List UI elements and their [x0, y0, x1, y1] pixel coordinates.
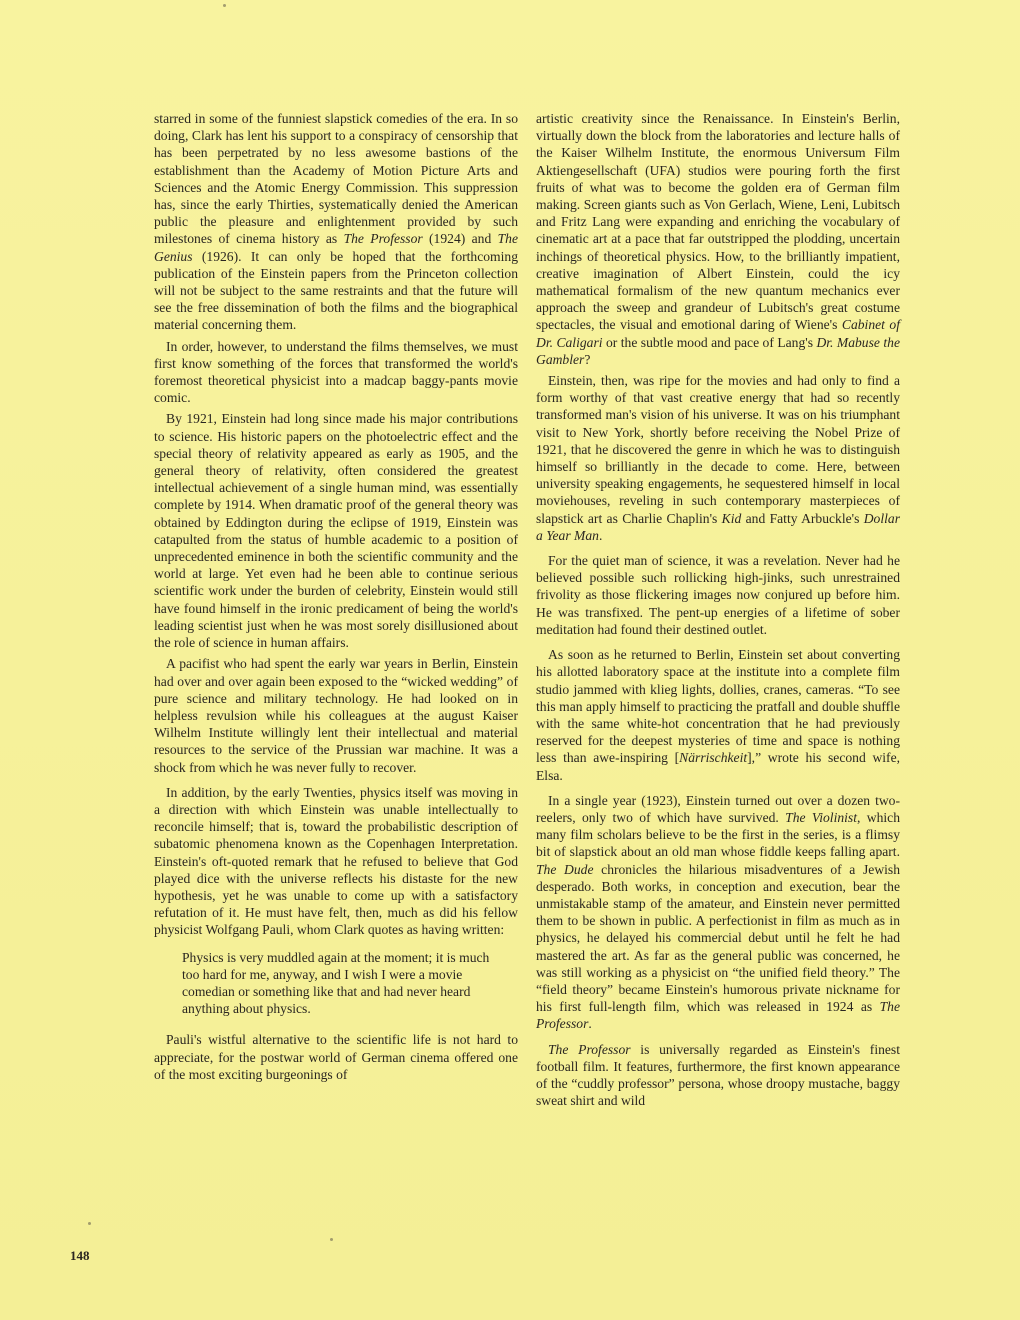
left-column	[154, 110, 518, 1087]
film-title: Dollar a Year Man	[536, 510, 900, 543]
film-title: The Genius	[154, 231, 518, 264]
film-title: Kid	[721, 510, 742, 526]
paragraph: In addition, by the early Twenties, physics itself was moving in a direction with which Einstein was unable intellectually to reconcile himself; that is, toward the probabilistic description of subatomic phenomena known as the Copenhagen Interpretation. Einstein's oft-quoted remark that he refused to believe that God played dice with the universe reflects his distaste for the new hypothesis, yet he was unable to come up with a satisfactory refutation of it. He must have felt, then, much as did his fellow physicist Wolfgang Pauli, whom Clark quotes as having written:	[154, 784, 518, 938]
film-title: Dr. Mabuse the Gambler	[536, 334, 900, 367]
film-title: Cabinet of Dr. Caligari	[536, 317, 900, 350]
film-title: The Professor	[548, 1041, 631, 1057]
film-title: The Professor	[536, 999, 900, 1032]
paragraph: As soon as he returned to Berlin, Einstein set about converting his allotted laboratory space at the institute into a complete film studio jammed with klieg lights, dollies, cranes, cameras. “To see this man apply himself to practicing the pratfall and double shuffle with the same white-hot concentration that he had previously reserved for the deepest mysteries of time and space is nothing less than awe-inspiring [Närrischkeit],” wrote his second wife, Elsa.	[536, 647, 901, 783]
block-quote	[182, 949, 502, 1018]
film-title: The Violinist	[785, 809, 857, 825]
paragraph: The Professor is universally regarded as Einstein's finest football film. It features, furthermore, the first known appearance of the “cuddly professor” persona, whose droopy mustache, baggy sweat shirt and wild	[536, 1041, 900, 1109]
film-title: The Professor	[343, 231, 423, 247]
paragraph: For the quiet man of science, it was a revelation. Never had he believed possible such rollicking high-jinks, such unrestrained frivolity as those flickering images now conjured up before him. He was transfixed. The pent-up energies of a lifetime of sober meditation had found their destined outlet.	[536, 553, 900, 637]
german-word: Närrischkeit	[679, 750, 748, 766]
paragraph: Pauli's wistful alternative to the scientific life is not hard to appreciate, for the postwar world of German cinema offered one of the most exciting burgeonings of	[154, 1032, 518, 1082]
paragraph: Einstein, then, was ripe for the movies and had only to find a form worthy of that vast creative energy that had so recently transformed man's vision of his universe. It was on his triumphant visit to New York, shortly before receiving the Nobel Prize of 1921, that he discovered the genre in which he was to distinguish himself so brilliantly in the decade to come. Here, between university speaking engagements, he sequestered himself in local moviehouses, reveling in such contemporary masterpieces of slapstick art as Charlie Chaplin's Kid and Fatty Arbuckle's Dollar a Year Man.	[536, 373, 900, 543]
paragraph: A pacifist who had spent the early war years in Berlin, Einstein had over and over again been exposed to the “wicked wedding” of pure science and military technology. He had looked on in helpless revulsion while his colleagues at the august Kaiser Wilhelm Institute willingly lent their intellectual and material resources to the service of the Prussian war machine. It was a shock from which he was never fully to recover.	[154, 656, 518, 775]
paragraph: By 1921, Einstein had long since made his major contributions to science. His historic papers on the photoelectric effect and the special theory of relativity appeared as early as 1905, and the general theory of relativity, often considered the greatest intellectual achievement of a single human mind, was essentially complete by 1914. When dramatic proof of the general theory was obtained by Eddington during the eclipse of 1919, Einstein was catapulted from the status of humble academic to a position of unprecedented eminence in both the scientific community and the world at large. Yet even had he been able to continue serious scientific work under the burden of celebrity, Einstein would still have found himself in the ironic predicament of being the world's leading scientist just when he was most sorely disillusioned about the role of science in human affairs.	[154, 411, 518, 651]
paragraph: artistic creativity since the Renaissance. In Einstein's Berlin, virtually down the block from the laboratories and lecture halls of the Kaiser Wilhelm Institute, the enormous Universum Film Aktiengesellschaft (UFA) studios were pouring forth the first fruits of what was to become the golden era of German film making. Screen giants such as Von Gerlach, Wiene, Leni, Lubitsch and Fritz Lang were expanding and enriching the vocabulary of cinematic art at a pace that far outstripped the plodding, uncertain inchings of theoretical physics. How, to the brilliantly impatient, creative imagination of Albert Einstein, could the icy mathematical formalism of the new quantum mechanics ever approach the sweep and grandeur of Lubitsch's great costume spectacles, the visual and emotional daring of Wiene's Cabinet of Dr. Caligari or the subtle mood and pace of Lang's Dr. Mabuse the Gambler?	[536, 111, 900, 367]
print-speck	[223, 4, 226, 7]
print-speck	[88, 1222, 91, 1225]
paragraph: In order, however, to understand the films themselves, we must first know something of the forces that transformed the world's foremost theoretical physicist into a madcap baggy-pants movie comic.	[154, 338, 518, 406]
film-title: The Dude	[536, 861, 594, 877]
quote-text: Physics is very muddled again at the moment; it is much too hard for me, anyway, and I wish I were a movie comedian or something like that and had never heard anything about physics.	[182, 949, 490, 1017]
paragraph: In a single year (1923), Einstein turned out over a dozen two-reelers, only two of which have survived. The Violinist, which many film scholars believe to be the first in the series, is a flimsy bit of slapstick about an old man whose fiddle keeps falling apart. The Dude chronicles the hilarious misadventures of a Jewish desperado. Both works, in conception and execution, bear the unmistakable stamp of the amateur, and Einstein never permitted them to be shown in public. A perfectionist in film as much as in physics, he delayed his commercial debut until he felt he had mastered the art. As far as the general public was concerned, he was still working as a physicist on “the unified field theory.” The “field theory” became Einstein's humorous private nickname for his first full-length film, which was released in 1924 as The Professor.	[536, 792, 901, 1032]
page-number: 148	[70, 1248, 90, 1263]
right-column	[536, 110, 900, 1113]
paragraph: starred in some of the funniest slapstick comedies of the era. In so doing, Clark has lent his support to a conspiracy of censorship that has been perpetrated by no less awesome bastions of the establishment than the Academy of Motion Picture Arts and Sciences and the Atomic Energy Commission. This suppression has, since the early Thirties, systematically denied the American public the pleasure and enlightenment provided by such milestones of cinema history as The Professor (1924) and The Genius (1926). It can only be hoped that the forthcoming publication of the Einstein papers from the Princeton collection will not be subject to the same restraints and that the future will see the free dissemination of both the films and the biographical material concerning them.	[154, 111, 518, 333]
print-speck	[330, 1238, 333, 1241]
